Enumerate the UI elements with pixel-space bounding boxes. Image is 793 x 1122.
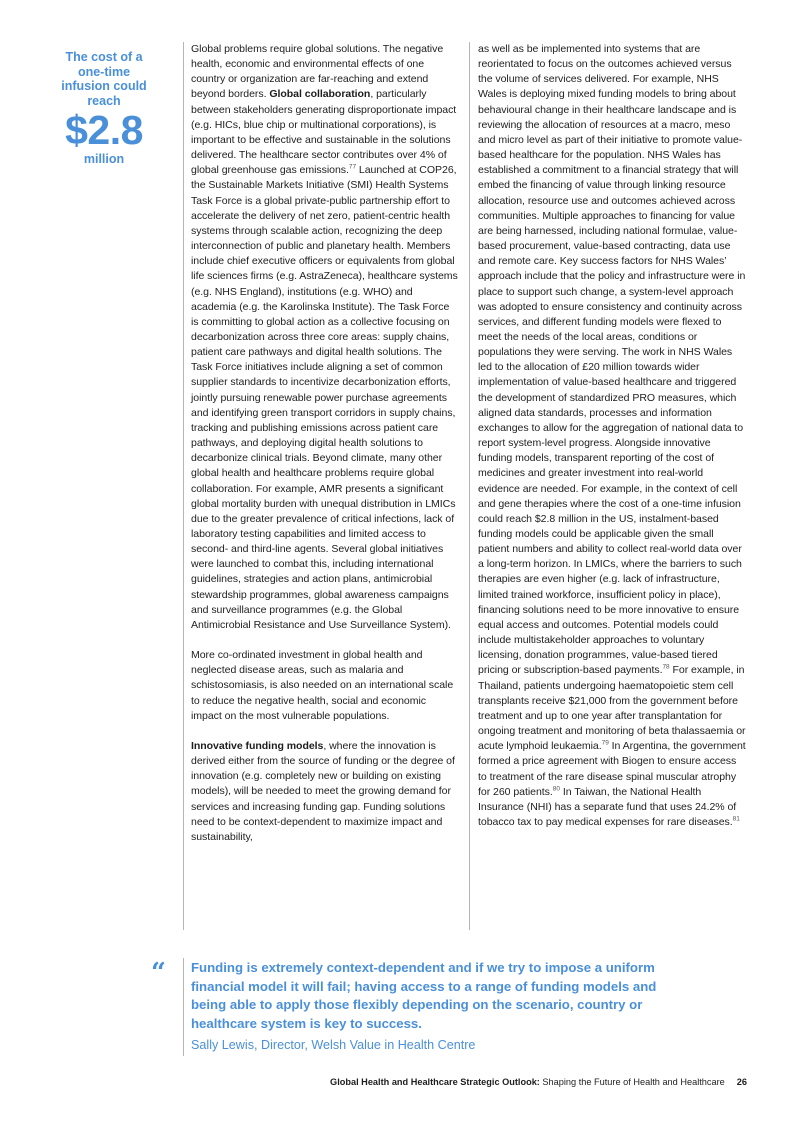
paragraph-global-collaboration xyxy=(191,42,459,633)
text-run: Global problems require global solutions. The negative health, economic and environmental effects of one country or organization are far-reaching and extend beyond borders. xyxy=(191,43,444,101)
quote-mark-icon: “ xyxy=(151,958,166,988)
footnote-ref[interactable]: 80 xyxy=(552,785,560,793)
bold-term-global-collaboration: Global collaboration xyxy=(269,88,371,101)
paragraph-innovative-funding xyxy=(191,739,459,845)
text-run: In Taiwan, the National Health Insurance (NHI) has a separate fund that uses 24.2% of tobacco tax to pay medical expenses for rare diseases. xyxy=(478,785,737,828)
quote-attribution: Sally Lewis, Director, Welsh Value in Health Centre xyxy=(191,1038,476,1052)
column-divider-left xyxy=(183,42,184,930)
text-run: Launched at COP26, the Sustainable Markets Initiative (SMI) Health Systems Task Force is a global private-public partnership effort to accelerate the delivery of net zero, patient-centric health systems through scalable action, recognizing the deep interconnection of public and planetary health. Members include chief executive officers or equivalents from global life sciences firms (e.g. AstraZeneca), healthcare systems (e.g. NHS England), institutions (e.g. WHO) and academia (e.g. the Karolinska Institute). The Task Force is committing to global action as a collective focusing on decarbonization across three core areas: supply chains, patient care pathways and digital health solutions. The Task Force initiatives include aligning a set of common supplier standards to incentivize decarbonization efforts, jointly pursuing renewable power purchase agreements and identifying green transport corridors in supply chains, tracking and publishing emissions across patient care pathways, and deploying digital health solutions to decarbonize clinical trials. Beyond climate, many other global health and healthcare problems require global collaboration. For example, AMR presents a significant global mortality burden with unequal distribution in LMICs due to the greater prevalence of critical infections, lack of laboratory testing capabilities and limited access to second- and third-line agents. Several global initiatives were launched to combat this, including international guidelines, strategies and action plans, antimicrobial stewardship programmes, global awareness campaigns and surveillance programmes (e.g. the Global Antimicrobial Resistance and Use Surveillance System). xyxy=(191,164,458,631)
text-run: as well as be implemented into systems that are reorientated to focus on the outcomes achieved versus the volume of services delivered. For example, NHS Wales is deploying mixed funding models to bring about behavioural change in their healthcare landscape and is reviewing the allocation of resources at a macro, meso and micro level as part of their initiative to promote value-based healthcare for the population. NHS Wales has established a commitment to a financial strategy that will embed the financing of value through linking resource allocation, resource use and outcomes achieved across communities. Multiple approaches to financing for value are being harnessed, including national formulae, value-based procurement, value-based contracting, data use and remote care. Key success factors for NHS Wales’ approach include that the policy and infrastructure were in place to support such change, a system-level approach was adopted to ensure consistency and continuity across services, and different funding models were flexed to meet the needs of the local areas, conditions or populations they were serving. The work in NHS Wales led to the allocation of £20 million towards wider implementation of value-based healthcare and triggered the development of standardized PRO measures, which aligned data standards, processes and information exchanges to allow for the aggregation of national data to report system-level progress. Alongside innovative funding models, transparent reporting of the cost of medicines and greater investment into real-world evidence are needed. For example, in the context of cell and gene therapies where the cost of a one-time infusion could reach $2.8 million in the US, instalment-based funding models could be applicable given the small patient numbers and ability to collect real-world data over a long-term horizon. In LMICs, where the barriers to such therapies are even higher (e.g. lack of infrastructure, limited trained workforce, insufficient policy in place), financing solutions need to be more innovative to ensure equal access and outcomes. Potential models could include multistakeholder approaches to voluntary licensing, donation programmes, value-based tiered pricing or subscription-based payments. xyxy=(478,43,746,677)
text-run: , particularly between stakeholders generating disproportionate impact (e.g. HICs, blue chip or multinational corporations), is important to be effective and sustainable in the solutions delivered. The healthcare sector contributes over 4% of global greenhouse gas emissions. xyxy=(191,88,457,177)
pull-quote: Funding is extremely context-dependent and if we try to impose a uniform financial model it will fail; having access to a range of funding models and being able to apply those flexibly depending on the scenario, country or healthcare system is key to success. xyxy=(191,960,657,1031)
footnote-ref[interactable]: 77 xyxy=(348,163,357,171)
paragraph-coordinated-investment: More co-ordinated investment in global health and neglected disease areas, such as malaria and schistosomiasis, is also needed on an international scale to reduce the negative health, social and economic impact on the most vulnerable populations. xyxy=(191,649,454,722)
column-divider-right xyxy=(469,42,470,930)
footer-report-subtitle: Shaping the Future of Health and Healthcare xyxy=(539,1077,725,1087)
paragraph-nhs-wales xyxy=(478,42,747,830)
text-run: , where the innovation is derived either from the source of funding or the degree of innovation (e.g. completely new or building on existing models), will be needed to meet the growing demand for services and increasing funding gap. Funding solutions need to be context-dependent to maximize impact and sustainability, xyxy=(191,739,455,843)
footnote-ref[interactable]: 78 xyxy=(662,663,670,671)
body-column-left xyxy=(191,42,459,845)
page-number: 26 xyxy=(736,1077,747,1087)
footnote-ref[interactable]: 81 xyxy=(732,815,740,823)
text-run: In Argentina, the government formed a price agreement with Biogen to ensure access to treatment of the rare disease spinal muscular atrophy for 260 patients. xyxy=(478,740,746,798)
bold-term-innovative-funding: Innovative funding models xyxy=(191,739,324,752)
stat-unit: million xyxy=(83,152,125,166)
footnote-ref[interactable]: 79 xyxy=(601,739,609,747)
body-column-right xyxy=(478,42,747,830)
quote-divider xyxy=(183,958,184,1056)
stat-callout xyxy=(54,50,154,167)
stat-value: $2.8 xyxy=(65,107,143,153)
text-run: For example, in Thailand, patients undergoing haematopoietic stem cell transplants receive $21,000 from the government before treatment and up to one year after transplantation for ongoing treatment and monitoring of beta thalassaemia or acute lymphoid leukaemia. xyxy=(478,664,746,753)
page-footer xyxy=(330,1076,747,1089)
footer-report-title: Global Health and Healthcare Strategic Outlook: xyxy=(330,1077,540,1087)
stat-intro: The cost of a one-time infusion could reach xyxy=(61,50,147,108)
